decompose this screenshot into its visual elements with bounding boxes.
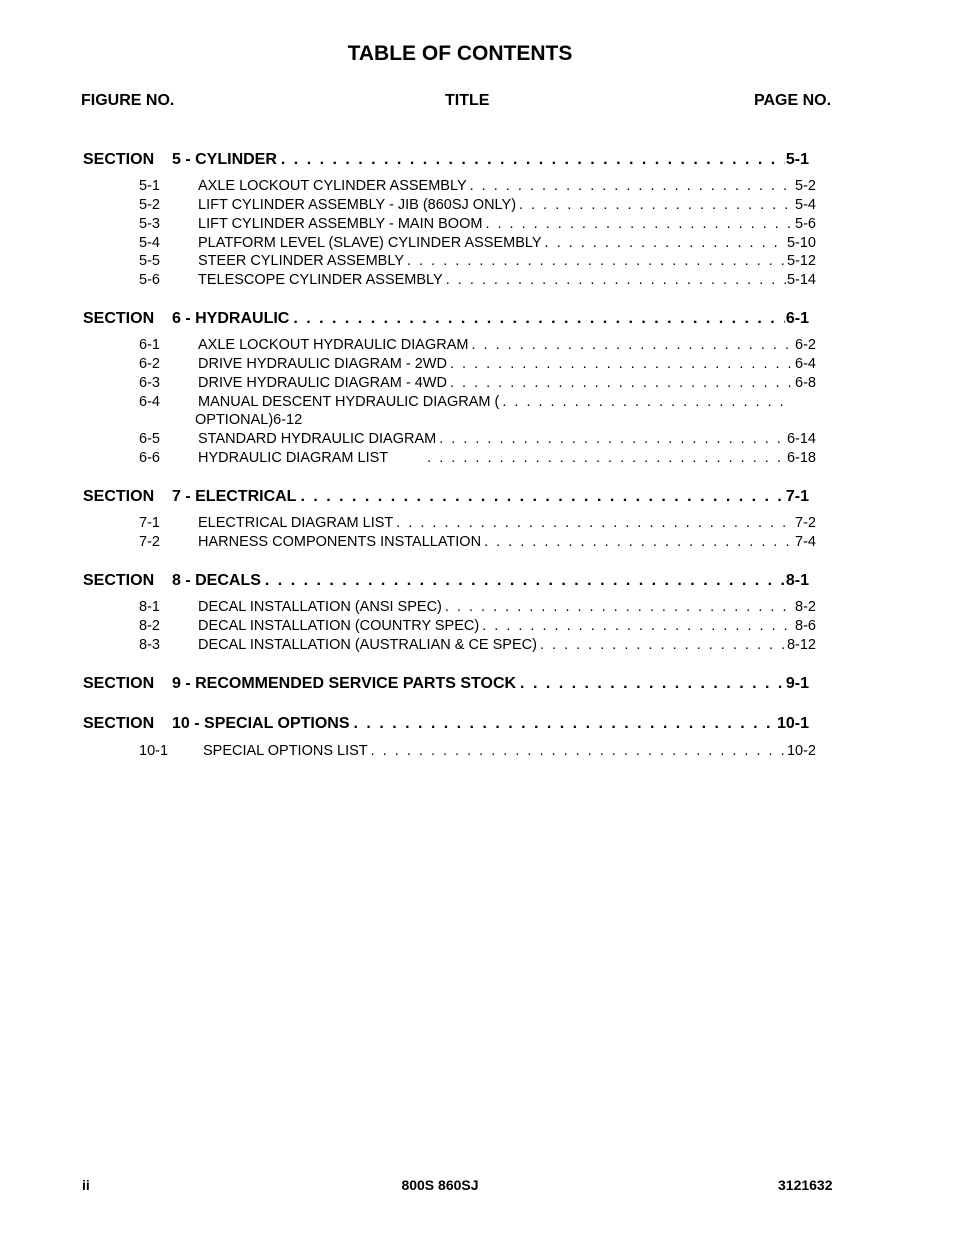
figure-number: 5-1 xyxy=(139,178,160,194)
toc-entry[interactable] xyxy=(139,515,816,533)
dot-leader xyxy=(520,675,785,693)
toc-entry[interactable] xyxy=(139,178,816,196)
section-heading[interactable] xyxy=(83,715,809,735)
dot-leader xyxy=(354,715,776,733)
dot-leader xyxy=(484,534,794,550)
entry-page: 6-18 xyxy=(786,450,816,466)
entry-title: DECAL INSTALLATION (AUSTRALIAN & CE SPEC) xyxy=(198,637,537,653)
section-label: SECTION xyxy=(83,675,155,692)
entry-page: 6-8 xyxy=(795,375,816,391)
figure-number: 8-3 xyxy=(139,637,160,653)
section-page: 8-1 xyxy=(785,572,809,589)
entry-title: PLATFORM LEVEL (SLAVE) CYLINDER ASSEMBLY xyxy=(198,235,542,251)
section-label: SECTION xyxy=(83,310,155,327)
figure-number: 10-1 xyxy=(139,743,169,759)
entry-title: AXLE LOCKOUT HYDRAULIC DIAGRAM xyxy=(198,337,469,353)
section-page: 7-1 xyxy=(785,488,809,505)
entry-title: AXLE LOCKOUT CYLINDER ASSEMBLY xyxy=(198,178,467,194)
toc-entry[interactable] xyxy=(139,216,816,234)
figure-number: 6-2 xyxy=(139,356,160,372)
dot-leader xyxy=(540,637,786,653)
entry-page: 7-2 xyxy=(795,515,816,531)
section-page: 10-1 xyxy=(776,715,809,732)
entry-page: 5-14 xyxy=(786,272,816,288)
entry-title: TELESCOPE CYLINDER ASSEMBLY xyxy=(198,272,443,288)
dot-leader xyxy=(445,599,794,615)
entry-title-continuation: OPTIONAL)6-12 xyxy=(195,412,303,428)
page-title: TABLE OF CONTENTS xyxy=(347,42,573,65)
footer-model: 800S 860SJ xyxy=(401,1177,479,1193)
dot-leader xyxy=(396,515,794,531)
entry-page: 5-2 xyxy=(795,178,816,194)
entry-page: 6-4 xyxy=(795,356,816,372)
dot-leader xyxy=(300,488,784,506)
toc-entry[interactable] xyxy=(139,637,816,655)
dot-leader xyxy=(450,356,794,372)
figure-number: 6-5 xyxy=(139,431,160,447)
toc-entry[interactable] xyxy=(139,534,816,552)
entry-page: 8-12 xyxy=(786,637,816,653)
section-name: 6 - HYDRAULIC xyxy=(172,310,290,327)
toc-entry[interactable] xyxy=(139,253,816,271)
entry-page: 5-10 xyxy=(786,235,816,251)
toc-entry[interactable] xyxy=(139,235,816,253)
section-heading[interactable] xyxy=(83,675,809,695)
section-name: 5 - CYLINDER xyxy=(172,151,277,168)
section-page: 5-1 xyxy=(785,151,809,168)
dot-leader xyxy=(281,151,785,169)
entry-page: 6-14 xyxy=(786,431,816,447)
entry-title: LIFT CYLINDER ASSEMBLY - MAIN BOOM xyxy=(198,216,483,232)
section-heading[interactable] xyxy=(83,572,809,592)
entry-page: 8-6 xyxy=(795,618,816,634)
entry-page: 8-2 xyxy=(795,599,816,615)
entry-title: STANDARD HYDRAULIC DIAGRAM xyxy=(198,431,437,447)
toc-entry[interactable] xyxy=(139,394,784,412)
entry-title: DRIVE HYDRAULIC DIAGRAM - 4WD xyxy=(198,375,447,391)
dot-leader xyxy=(502,394,784,410)
entry-title: HARNESS COMPONENTS INSTALLATION xyxy=(198,534,482,550)
dot-leader xyxy=(293,310,785,328)
column-header-figure: FIGURE NO. xyxy=(81,92,175,109)
dot-leader xyxy=(471,337,794,353)
section-page: 6-1 xyxy=(785,310,809,327)
toc-entry[interactable] xyxy=(139,272,816,290)
dot-leader xyxy=(427,450,786,466)
figure-number: 8-2 xyxy=(139,618,160,634)
figure-number: 5-2 xyxy=(139,197,160,213)
dot-leader xyxy=(407,253,786,269)
dot-leader xyxy=(470,178,794,194)
entry-page: 7-4 xyxy=(795,534,816,550)
dot-leader xyxy=(545,235,786,251)
section-page: 9-1 xyxy=(785,675,809,692)
footer-document-number: 3121632 xyxy=(778,1177,833,1193)
column-header-title: TITLE xyxy=(445,92,490,109)
toc-entry[interactable] xyxy=(139,337,816,355)
section-heading[interactable] xyxy=(83,488,809,508)
figure-number: 6-3 xyxy=(139,375,160,391)
toc-entry[interactable] xyxy=(139,450,816,468)
section-label: SECTION xyxy=(83,715,155,732)
figure-number: 6-4 xyxy=(139,394,160,410)
section-label: SECTION xyxy=(83,151,155,168)
entry-page: 5-6 xyxy=(795,216,816,232)
entry-title: HYDRAULIC DIAGRAM LIST xyxy=(198,450,389,466)
entry-title: STEER CYLINDER ASSEMBLY xyxy=(198,253,405,269)
entry-title: ELECTRICAL DIAGRAM LIST xyxy=(198,515,394,531)
entry-title: DRIVE HYDRAULIC DIAGRAM - 2WD xyxy=(198,356,447,372)
toc-entry[interactable] xyxy=(139,197,816,215)
dot-leader xyxy=(439,431,786,447)
figure-number: 6-6 xyxy=(139,450,160,466)
section-name: 8 - DECALS xyxy=(172,572,261,589)
dot-leader xyxy=(482,618,794,634)
toc-entry[interactable] xyxy=(139,618,816,636)
dot-leader xyxy=(519,197,794,213)
section-label: SECTION xyxy=(83,572,155,589)
entry-page: 6-2 xyxy=(795,337,816,353)
dot-leader xyxy=(371,743,786,759)
figure-number: 5-6 xyxy=(139,272,160,288)
entry-title: DECAL INSTALLATION (ANSI SPEC) xyxy=(198,599,442,615)
entry-title: SPECIAL OPTIONS LIST xyxy=(203,743,368,759)
entry-page: 5-12 xyxy=(786,253,816,269)
section-name: 7 - ELECTRICAL xyxy=(172,488,297,505)
figure-number: 6-1 xyxy=(139,337,160,353)
entry-title: LIFT CYLINDER ASSEMBLY - JIB (860SJ ONLY) xyxy=(198,197,517,213)
entry-title: DECAL INSTALLATION (COUNTRY SPEC) xyxy=(198,618,480,634)
section-label: SECTION xyxy=(83,488,155,505)
dot-leader xyxy=(446,272,786,288)
column-header-page: PAGE NO. xyxy=(754,92,832,109)
toc-entry[interactable] xyxy=(139,599,816,617)
figure-number: 8-1 xyxy=(139,599,160,615)
toc-entry[interactable] xyxy=(139,375,816,393)
section-name: 9 - RECOMMENDED SERVICE PARTS STOCK xyxy=(172,675,517,692)
entry-title: MANUAL DESCENT HYDRAULIC DIAGRAM ( xyxy=(198,394,500,410)
footer-page-number: ii xyxy=(82,1177,90,1193)
toc-entry[interactable] xyxy=(139,743,816,761)
toc-entry[interactable] xyxy=(139,356,816,374)
entry-page: 10-2 xyxy=(786,743,816,759)
figure-number: 5-4 xyxy=(139,235,160,251)
section-heading[interactable] xyxy=(83,310,809,330)
section-name: 10 - SPECIAL OPTIONS xyxy=(172,715,350,732)
figure-number: 7-1 xyxy=(139,515,160,531)
section-heading[interactable] xyxy=(83,151,809,171)
figure-number: 7-2 xyxy=(139,534,160,550)
dot-leader xyxy=(485,216,794,232)
figure-number: 5-3 xyxy=(139,216,160,232)
toc-entry[interactable] xyxy=(139,431,816,449)
dot-leader xyxy=(265,572,785,590)
dot-leader xyxy=(450,375,794,391)
figure-number: 5-5 xyxy=(139,253,160,269)
entry-page: 5-4 xyxy=(795,197,816,213)
